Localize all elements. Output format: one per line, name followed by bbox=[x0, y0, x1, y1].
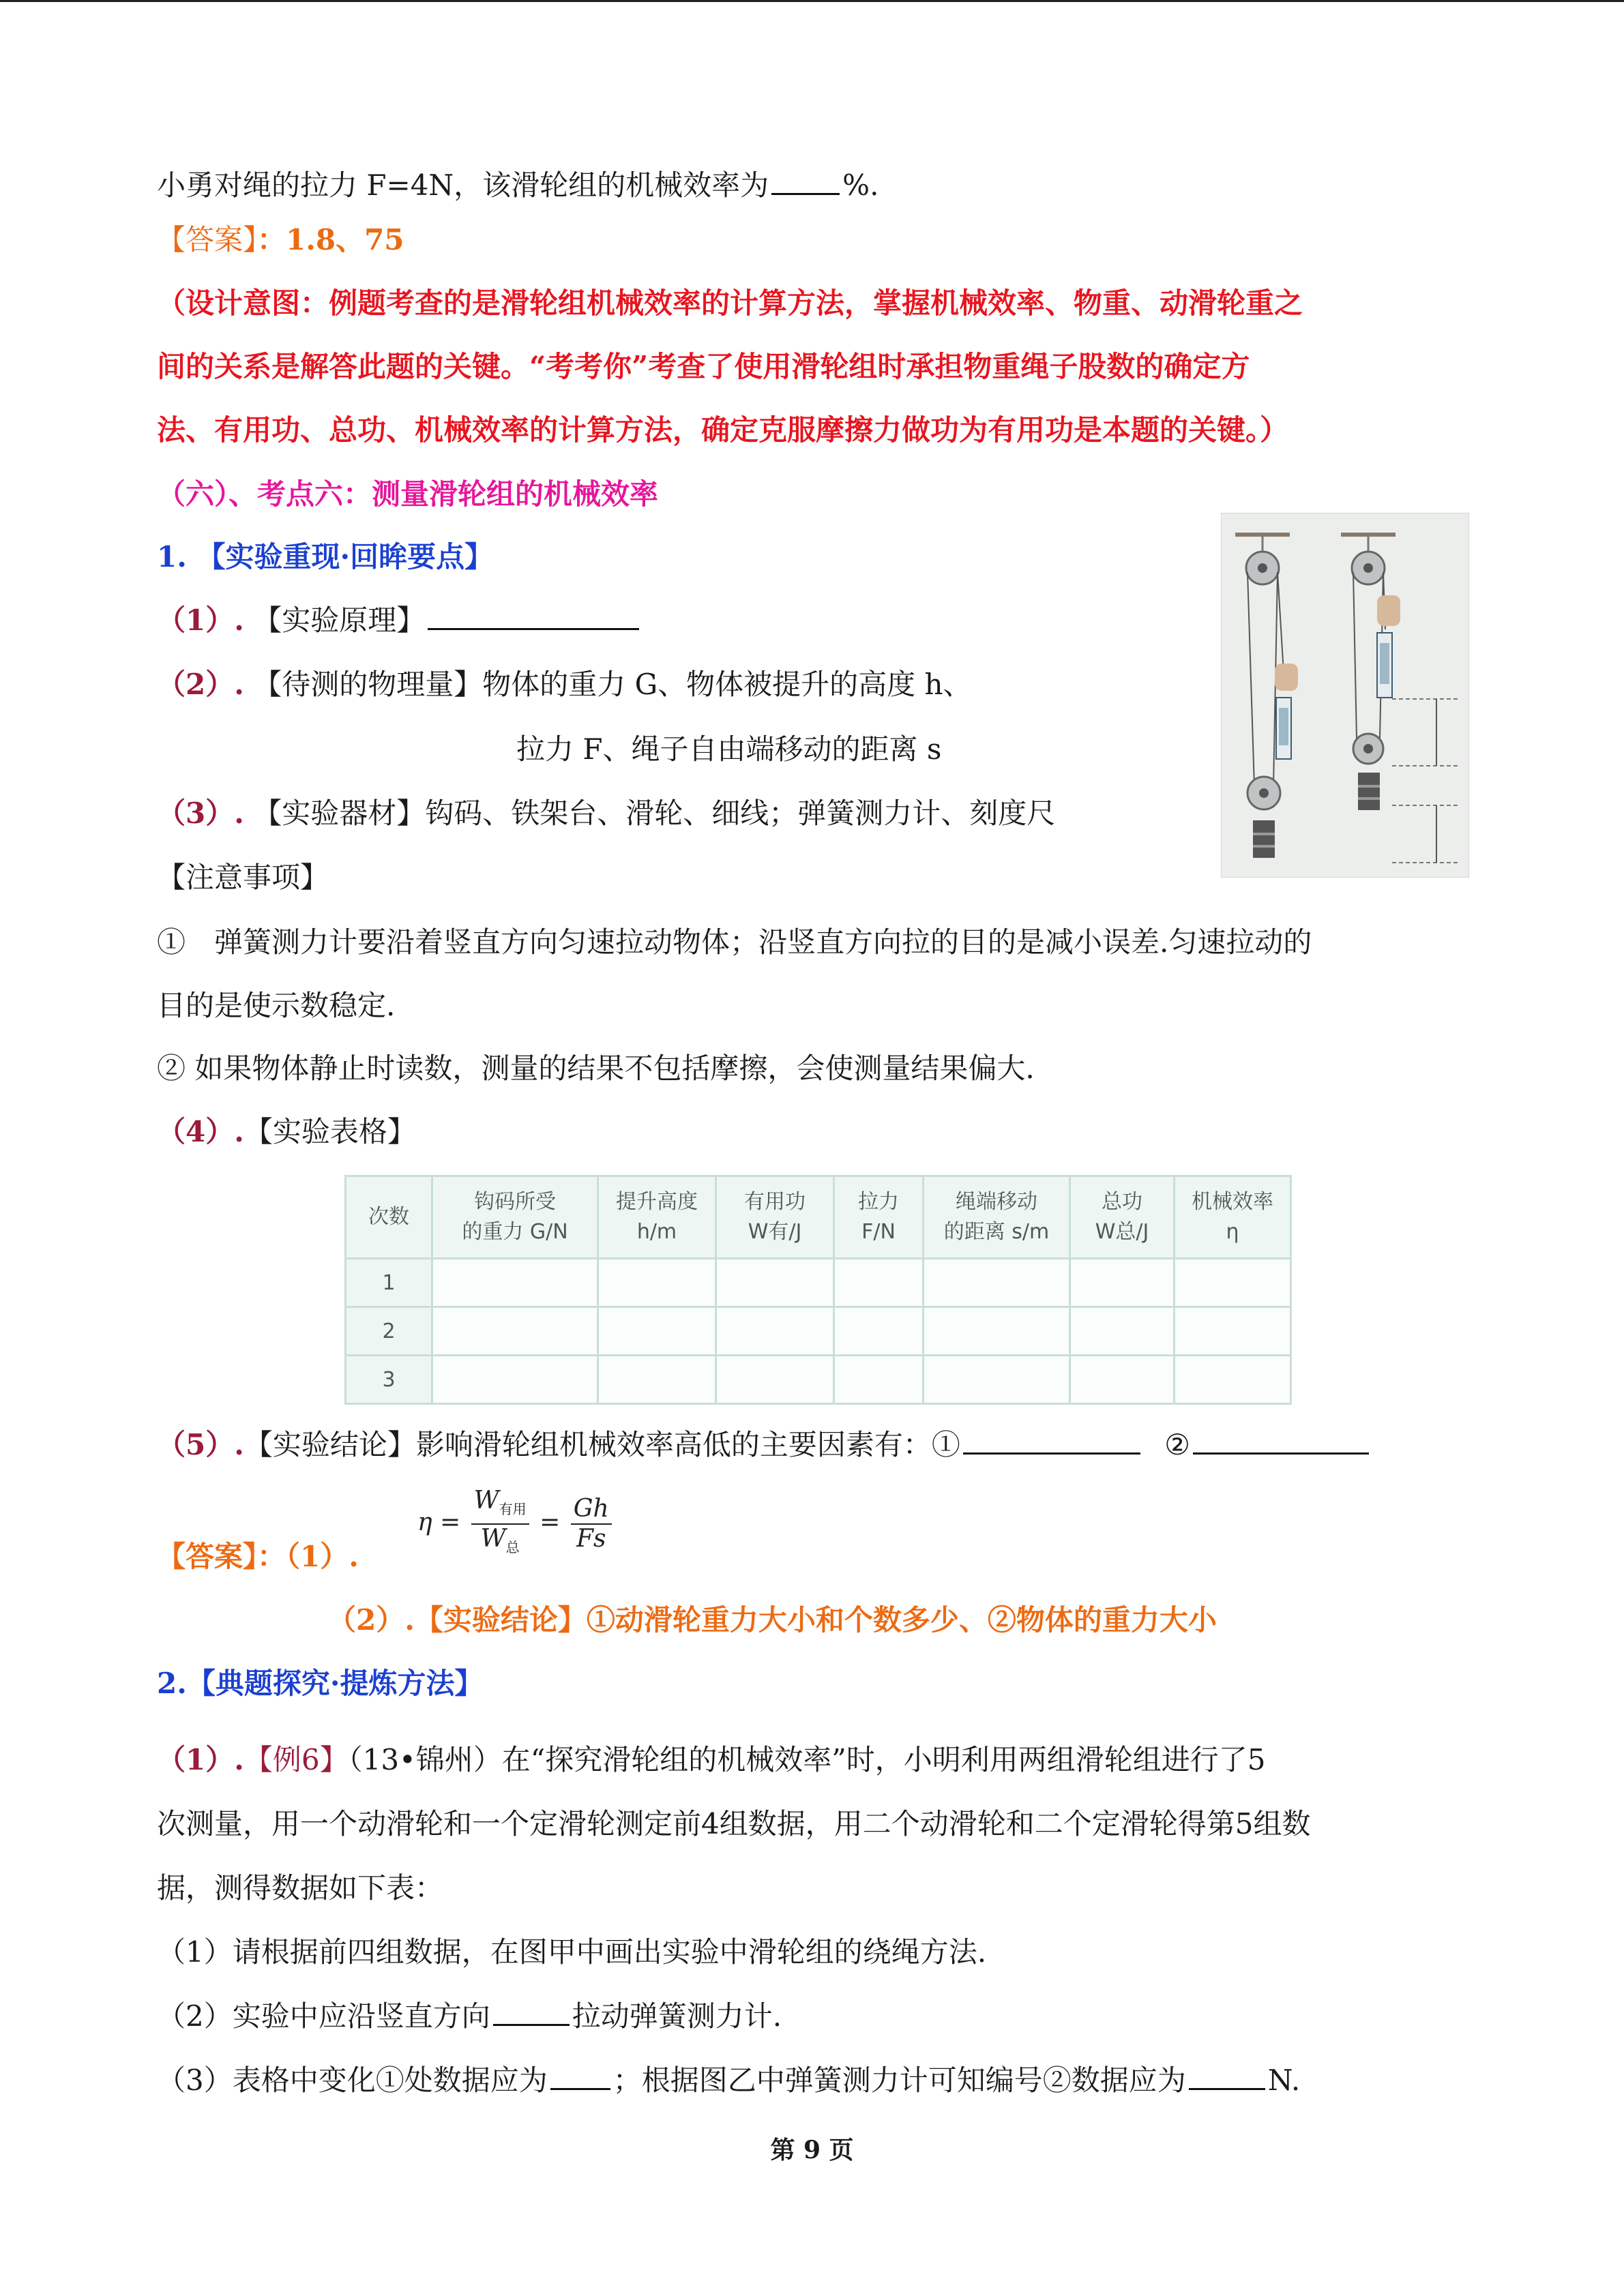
header-total-work: 总功 W总/J bbox=[1070, 1176, 1175, 1259]
table-cell[interactable] bbox=[834, 1259, 924, 1307]
conclusion-line bbox=[157, 1427, 1372, 1463]
equipment-text: 【实验器材】钩码、铁架台、滑轮、细线；弹簧测力计、刻度尺 bbox=[253, 796, 1056, 830]
table-cell[interactable] bbox=[924, 1259, 1070, 1307]
example-text: （13•锦州）在“探究滑轮组的机械效率”时，小明利用两组滑轮组进行了5 bbox=[348, 1743, 1266, 1776]
row-index: 2 bbox=[346, 1307, 432, 1356]
example-line-2: 次测量，用一个动滑轮和一个定滑轮测定前4组数据，用二个动滑轮和二个定滑轮得第5组数 bbox=[157, 1807, 1311, 1840]
quantities-continued: 拉力 F、绳子自由端移动的距离 s bbox=[516, 732, 942, 766]
answer-line bbox=[157, 222, 404, 258]
answer-2-number: ：（1）. bbox=[257, 1540, 359, 1573]
table-row bbox=[346, 1259, 1291, 1307]
answer-2-label: 【答案】 bbox=[157, 1540, 258, 1573]
item-2-heading: 2.【典题探究·提炼方法】 bbox=[157, 1667, 484, 1700]
formula-gh-fraction: $\frac{Gh}{Fs}$ bbox=[571, 1495, 612, 1553]
principle-line bbox=[157, 602, 642, 639]
question-2-blank[interactable] bbox=[493, 2018, 570, 2026]
answer-2-line-2: （2）.【实验结论】①动滑轮重力大小和个数多少、②物体的重力大小 bbox=[327, 1603, 1217, 1637]
factor-2-marker: ② bbox=[1164, 1428, 1190, 1461]
principle-number: （1）. bbox=[157, 603, 244, 637]
table-row bbox=[346, 1356, 1291, 1404]
quantities-number: （2）. bbox=[157, 668, 244, 701]
header-height: 提升高度 h/m bbox=[598, 1176, 716, 1259]
example-line-1 bbox=[157, 1742, 1265, 1778]
table-number: （4）. bbox=[157, 1115, 244, 1148]
page-top-border bbox=[0, 0, 1624, 2]
example-line-3: 据，测得数据如下表： bbox=[157, 1871, 444, 1905]
question-3-blank-2[interactable] bbox=[1189, 2083, 1265, 2090]
question-3-blank-1[interactable] bbox=[550, 2083, 610, 2090]
table-cell[interactable] bbox=[834, 1307, 924, 1356]
table-cell[interactable] bbox=[716, 1259, 834, 1307]
conclusion-text: 【实验结论】影响滑轮组机械效率高低的主要因素有：① bbox=[243, 1428, 960, 1461]
question-tail-line bbox=[157, 167, 879, 204]
factor-1-blank[interactable] bbox=[963, 1447, 1140, 1455]
table-cell[interactable] bbox=[1175, 1356, 1291, 1404]
principle-label: 【实验原理】 bbox=[253, 603, 426, 637]
row-index: 3 bbox=[346, 1356, 432, 1404]
pulley-illustration bbox=[1222, 513, 1468, 877]
pulley-experiment-photo bbox=[1221, 513, 1469, 878]
table-cell[interactable] bbox=[1175, 1259, 1291, 1307]
table-cell[interactable] bbox=[1070, 1259, 1175, 1307]
header-rope-distance: 绳端移动 的距离 s/m bbox=[924, 1176, 1070, 1259]
header-force: 拉力 F/N bbox=[834, 1176, 924, 1259]
table-cell[interactable] bbox=[924, 1356, 1070, 1404]
question-1: （1）请根据前四组数据，在图甲中画出实验中滑轮组的绕绳方法. bbox=[157, 1935, 987, 1969]
note-1-line-2: 目的是使示数稳定. bbox=[157, 989, 396, 1022]
table-cell[interactable] bbox=[432, 1259, 598, 1307]
question-3-unit: N. bbox=[1267, 2063, 1301, 2097]
item-1-heading: 1. 【实验重现·回眸要点】 bbox=[157, 540, 494, 573]
factor-2-blank[interactable] bbox=[1193, 1447, 1369, 1455]
formula-work-fraction: $\frac{W_{有用}}{W_总}$ bbox=[471, 1487, 529, 1562]
design-intent-line-2: 间的关系是解答此题的关键。“考考你”考查了使用滑轮组时承担物重绳子股数的确定方 bbox=[157, 350, 1250, 383]
answer-value: ：1.8、75 bbox=[257, 223, 404, 256]
conclusion-number: （5）. bbox=[157, 1428, 244, 1461]
section-heading: （六）、考点六：测量滑轮组的机械效率 bbox=[157, 477, 659, 511]
header-weight: 钩码所受 的重力 G/N bbox=[432, 1176, 598, 1259]
table-row bbox=[346, 1307, 1291, 1356]
efficiency-formula bbox=[417, 1487, 615, 1562]
table-cell[interactable] bbox=[598, 1259, 716, 1307]
table-cell[interactable] bbox=[432, 1307, 598, 1356]
answer-label: 【答案】 bbox=[157, 223, 258, 256]
page-footer: 第 9 页 bbox=[770, 2136, 854, 2164]
table-header-row bbox=[346, 1176, 1291, 1259]
experiment-table bbox=[344, 1175, 1292, 1405]
table-cell[interactable] bbox=[716, 1356, 834, 1404]
note-1-line-1: ① 弹簧测力计要沿着竖直方向匀速拉动物体；沿竖直方向拉的目的是减小误差.匀速拉动的 bbox=[157, 925, 1312, 959]
formula-eta: η = bbox=[417, 1508, 461, 1537]
answer-2-line-1 bbox=[157, 1538, 359, 1575]
table-label-line bbox=[157, 1114, 416, 1150]
formula-equals: = bbox=[540, 1508, 561, 1537]
question-3 bbox=[157, 2062, 1300, 2099]
table-cell[interactable] bbox=[924, 1307, 1070, 1356]
table-cell[interactable] bbox=[834, 1356, 924, 1404]
question-3-text-a: （3）表格中变化①处数据应为 bbox=[157, 2063, 548, 2097]
table-cell[interactable] bbox=[598, 1356, 716, 1404]
question-2 bbox=[157, 1998, 782, 2035]
table-cell[interactable] bbox=[1175, 1307, 1291, 1356]
question-3-text-b: ；根据图乙中弹簧测力计可知编号②数据应为 bbox=[612, 2063, 1186, 2097]
design-intent-line-3: 法、有用功、总功、机械效率的计算方法，确定克服摩擦力做功为有用功是本题的关键。） bbox=[157, 413, 1289, 447]
example-number: （1）. bbox=[157, 1743, 244, 1776]
equipment-number: （3）. bbox=[157, 796, 244, 830]
question-2-text-a: （2）实验中应沿竖直方向 bbox=[157, 1999, 490, 2033]
table-cell[interactable] bbox=[598, 1307, 716, 1356]
quantities-text: 【待测的物理量】物体的重力 G、物体被提升的高度 h、 bbox=[253, 668, 972, 701]
question-tail-text: 小勇对绳的拉力 F=4N，该滑轮组的机械效率为 bbox=[157, 168, 769, 202]
row-index: 1 bbox=[346, 1259, 432, 1307]
design-intent-line-1: （设计意图：例题考查的是滑轮组机械效率的计算方法，掌握机械效率、物重、动滑轮重之 bbox=[157, 286, 1303, 320]
table-cell[interactable] bbox=[1070, 1356, 1175, 1404]
header-efficiency: 机械效率 η bbox=[1175, 1176, 1291, 1259]
example-tag: 【例6】 bbox=[243, 1743, 349, 1776]
equipment-line bbox=[157, 795, 1055, 832]
table-cell[interactable] bbox=[1070, 1307, 1175, 1356]
table-label: 【实验表格】 bbox=[243, 1115, 416, 1148]
note-2: ② 如果物体静止时读数，测量的结果不包括摩擦，会使测量结果偏大. bbox=[157, 1052, 1035, 1085]
notes-heading: 【注意事项】 bbox=[157, 861, 329, 894]
percent-sign: %. bbox=[842, 168, 879, 202]
table-cell[interactable] bbox=[432, 1356, 598, 1404]
quantities-line bbox=[157, 666, 972, 703]
efficiency-blank[interactable] bbox=[771, 188, 840, 195]
table-cell[interactable] bbox=[716, 1307, 834, 1356]
header-useful-work: 有用功 W有/J bbox=[716, 1176, 834, 1259]
header-count: 次数 bbox=[346, 1176, 432, 1259]
principle-blank[interactable] bbox=[428, 623, 639, 630]
question-2-text-b: 拉动弹簧测力计. bbox=[572, 1999, 782, 2033]
